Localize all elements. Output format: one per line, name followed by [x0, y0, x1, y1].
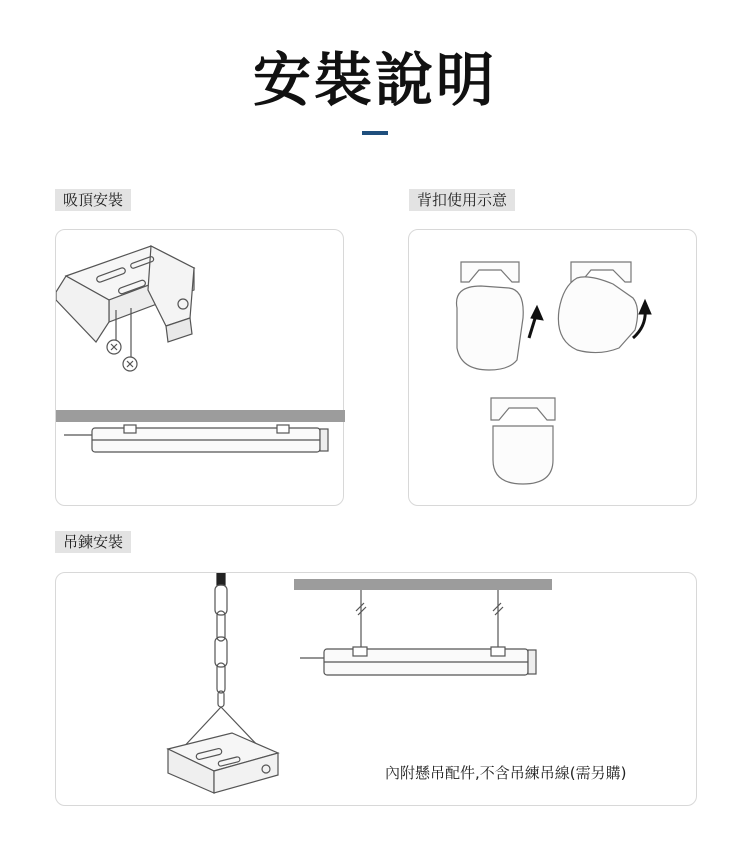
clip-usage-illustration: [409, 230, 698, 507]
section-label-clip: 背扣使用示意: [409, 189, 515, 211]
ceiling-mount-illustration: [56, 230, 345, 507]
section-label-ceiling: 吸頂安裝: [55, 189, 131, 211]
accessories-note: 內附懸吊配件,不含吊練吊線(需另購): [385, 764, 627, 782]
title-underline: [362, 131, 388, 135]
page-title: 安裝說明: [252, 46, 497, 114]
ceiling-mount-panel: [55, 229, 344, 506]
clip-usage-panel: [408, 229, 697, 506]
section-label-chain: 吊鍊安裝: [55, 531, 131, 553]
